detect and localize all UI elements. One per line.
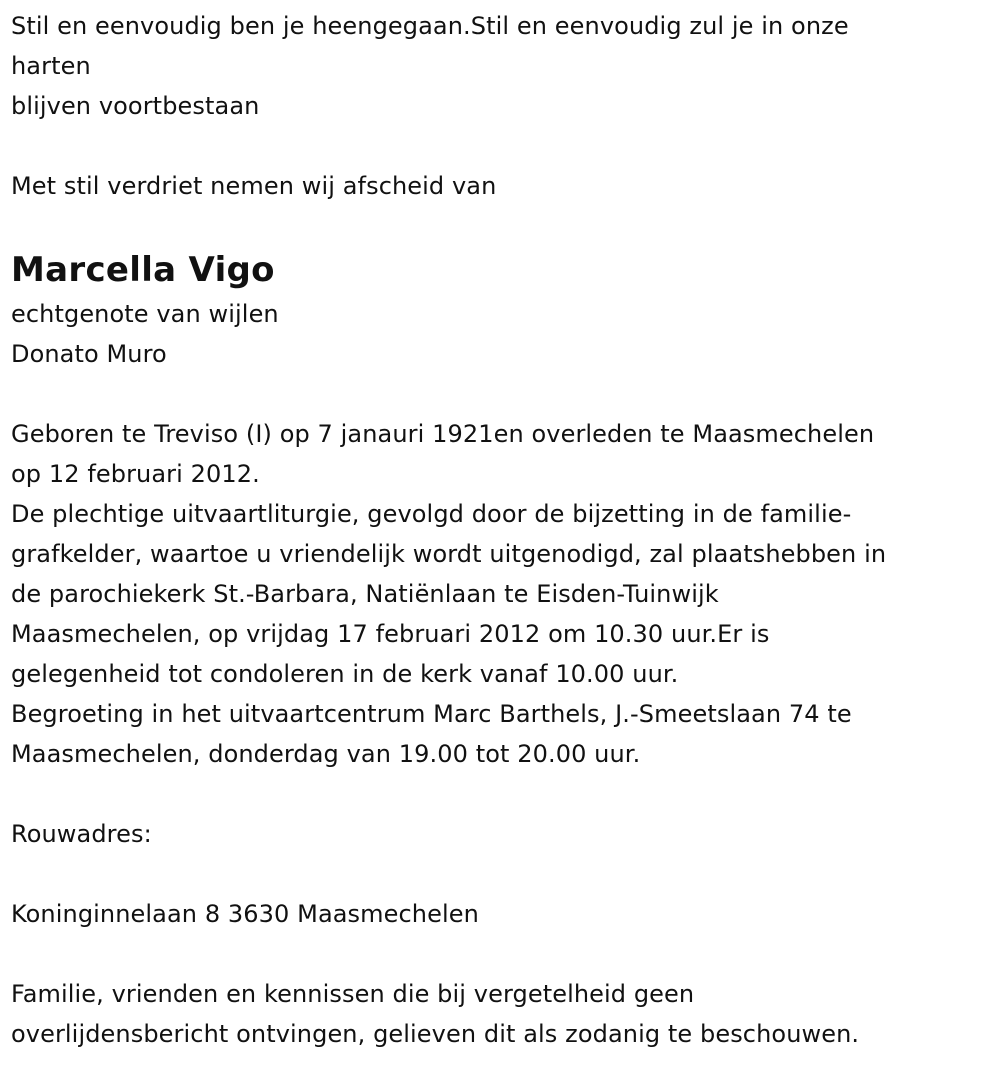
poem-line-2: harten (11, 52, 91, 80)
spacer (11, 374, 984, 414)
details-line-5: de parochiekerk St.-Barbara, Natiënlaan te Eisden-Tuinwijk (11, 580, 719, 608)
address-value: Koninginnelaan 8 3630 Maasmechelen (11, 900, 479, 928)
details-line-4: grafkelder, waartoe u vriendelijk wordt uitgenodigd, zal plaatshebben in (11, 540, 887, 568)
poem-line-3: blijven voortbestaan (11, 92, 260, 120)
relation-text: echtgenote van wijlen (11, 300, 279, 328)
spacer (11, 854, 984, 894)
details-line-7: gelegenheid tot condoleren in de kerk vanaf 10.00 uur. (11, 660, 679, 688)
spacer (11, 774, 984, 814)
details-line-8: Begroeting in het uitvaartcentrum Marc Barthels, J.-Smeetslaan 74 te (11, 700, 852, 728)
deceased-name: Marcella Vigo (11, 250, 275, 290)
poem-block (11, 6, 984, 126)
spacer (11, 126, 984, 166)
details-line-9: Maasmechelen, donderdag van 19.00 tot 20.00 uur. (11, 740, 641, 768)
spacer (11, 206, 984, 246)
closing-line-2: overlijdensbericht ontvingen, gelieven dit als zodanig te beschouwen. (11, 1020, 860, 1048)
closing-block (11, 974, 984, 1054)
details-line-1: Geboren te Treviso (I) op 7 janauri 1921en overleden te Maasmechelen (11, 420, 875, 448)
details-line-6: Maasmechelen, op vrijdag 17 februari 2012 om 10.30 uur.Er is (11, 620, 770, 648)
poem-line-1: Stil en eenvoudig ben je heengegaan.Stil en eenvoudig zul je in onze (11, 12, 849, 40)
intro-text: Met stil verdriet nemen wij afscheid van (11, 172, 497, 200)
closing-line-1: Familie, vrienden en kennissen die bij vergetelheid geen (11, 980, 695, 1008)
address-label: Rouwadres: (11, 820, 152, 848)
spacer (11, 934, 984, 974)
details-block (11, 414, 984, 774)
deceased-block (11, 246, 984, 374)
details-line-3: De plechtige uitvaartliturgie, gevolgd door de bijzetting in de familie- (11, 500, 852, 528)
spouse-name: Donato Muro (11, 340, 167, 368)
details-line-2: op 12 februari 2012. (11, 460, 260, 488)
